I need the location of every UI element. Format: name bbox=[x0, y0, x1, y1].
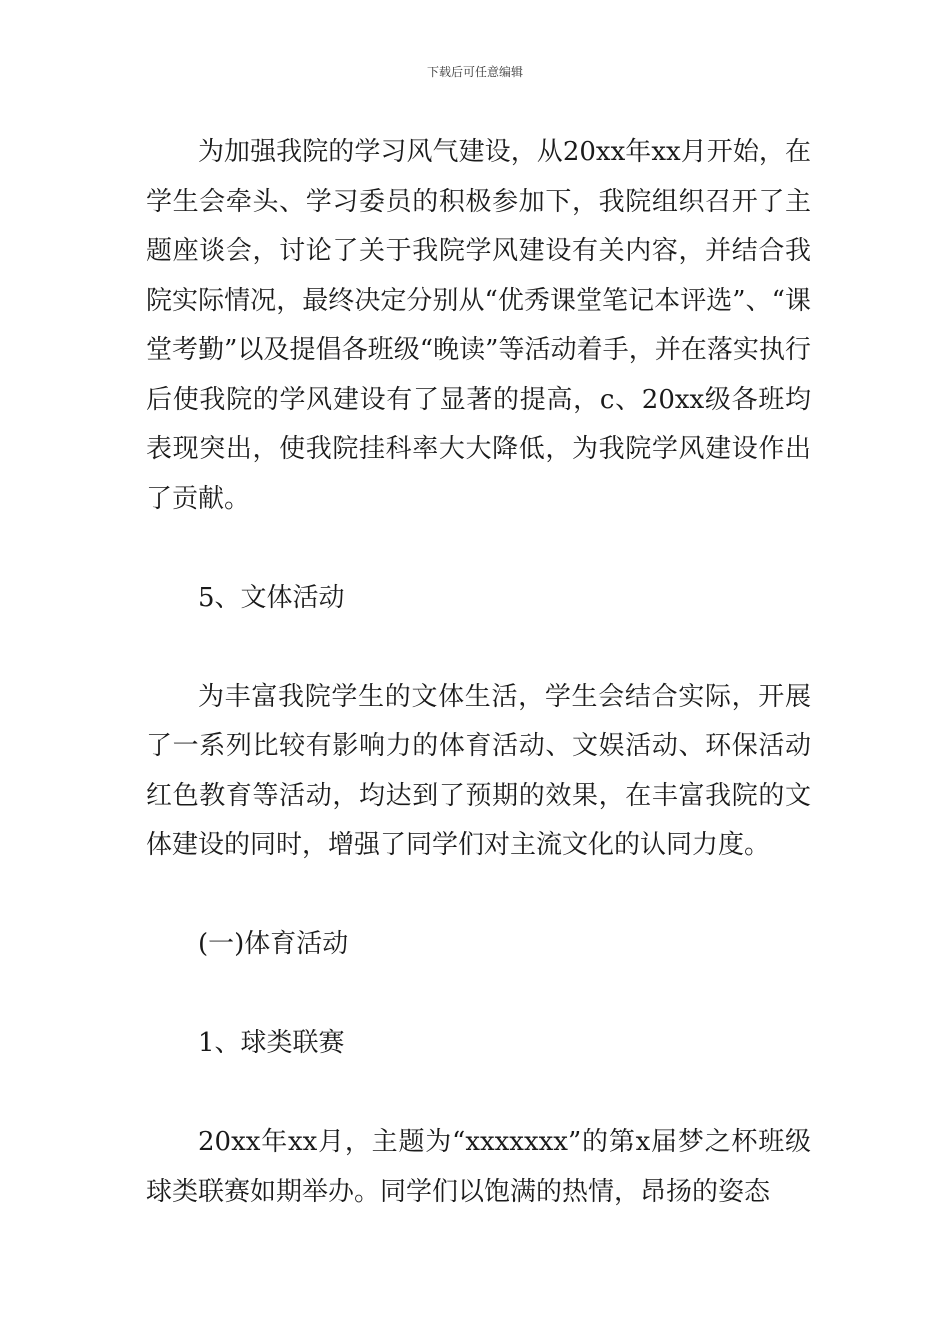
spacer bbox=[146, 524, 811, 574]
paragraph-ball-league: 20xx年xx月，主题为“xxxxxxx”的第x届梦之杯班级球类联赛如期举办。同学们以饱满的热情，昂扬的姿态 bbox=[146, 1127, 811, 1207]
spacer bbox=[146, 871, 811, 921]
paragraph-study-atmosphere: 为加强我院的学习风气建设，从20xx年xx月开始，在学生会牵头、学习委员的积极参加下，我院组织召开了主题座谈会，讨论了关于我院学风建设有关内容，并结合我院实际情况，最终决定分别从“优秀课堂笔记本评选”、“课堂考勤”以及提倡各班级“晚读”等活动着手，并在落实执行后使我院的学风建设有了显著的提高，c、20xx级各班均表现突出，使我院挂科率大大降低，为我院学风建设作出了贡献。 bbox=[146, 137, 811, 514]
spacer bbox=[146, 970, 811, 1020]
document-body bbox=[146, 128, 811, 1217]
subsection-heading-sports: (一)体育活动 bbox=[198, 929, 349, 959]
section-heading-culture-sports: 5、文体活动 bbox=[198, 582, 345, 613]
subsection-heading-ball-league: 1、球类联赛 bbox=[198, 1028, 345, 1058]
spacer bbox=[146, 1069, 811, 1119]
spacer bbox=[146, 623, 811, 673]
page-header-note: 下载后可任意编辑 bbox=[426, 65, 523, 79]
paragraph-culture-sports: 为丰富我院学生的文体生活，学生会结合实际，开展了一系列比较有影响力的体育活动、文娱活动、环保活动红色教育等活动，均达到了预期的效果，在丰富我院的文体建设的同时，增强了同学们对主流文化的认同力度。 bbox=[146, 681, 811, 860]
